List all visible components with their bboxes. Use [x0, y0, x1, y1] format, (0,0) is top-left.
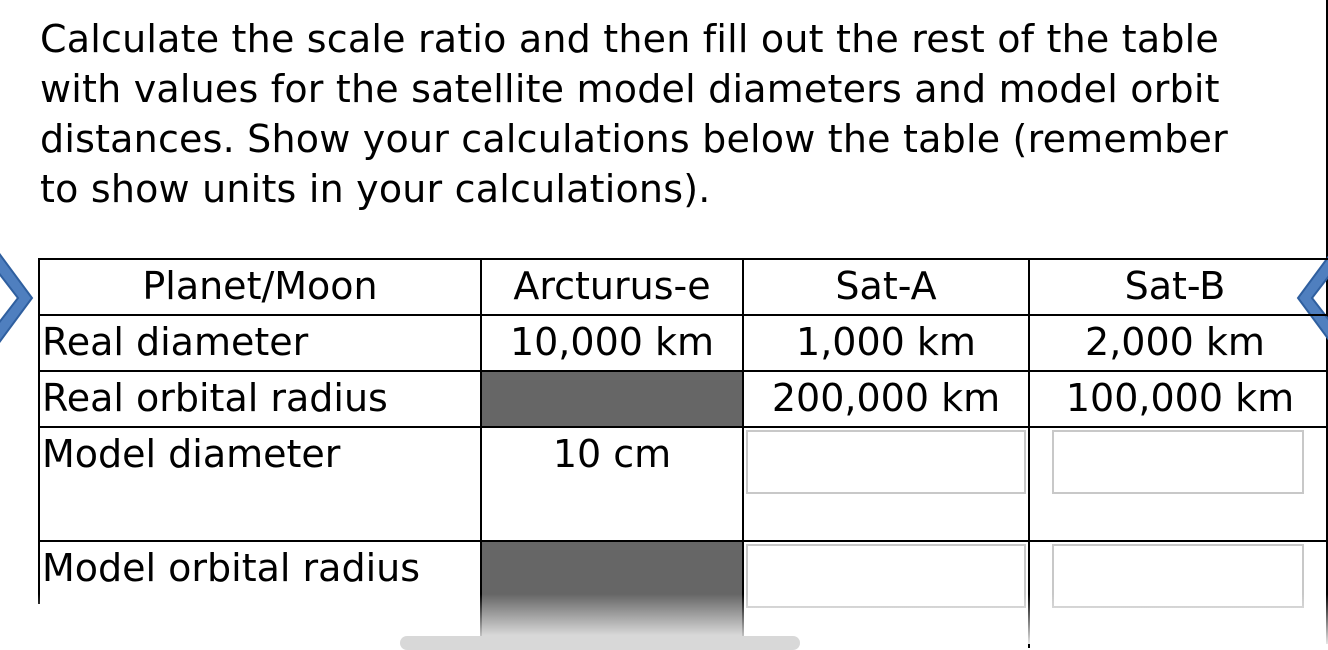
- previous-page-arrow-icon[interactable]: [0, 248, 36, 348]
- header-arcturus-e: Arcturus-e: [513, 264, 711, 308]
- row-label-real-diameter: Real diameter: [42, 320, 309, 364]
- sat-b-model-diameter-input[interactable]: [1052, 430, 1304, 494]
- arcturus-model-diameter: 10 cm: [552, 432, 672, 476]
- instructions-text: Calculate the scale ratio and then fill out the rest of the table with values for the satellite model diameters and model orbit distances. Show your calculations below the table (remember to show units in your calculations).: [40, 17, 1228, 211]
- data-table: [38, 258, 1328, 648]
- row-label-real-orbital-radius: Real orbital radius: [42, 376, 388, 420]
- header-sat-a: Sat-A: [835, 264, 937, 308]
- sat-a-real-diameter: 1,000 km: [796, 320, 976, 364]
- header-planet-moon: Planet/Moon: [142, 264, 378, 308]
- header-sat-b: Sat-B: [1124, 264, 1226, 308]
- sat-b-real-orbital-radius: 100,000 km: [1065, 376, 1295, 420]
- arcturus-real-diameter: 10,000 km: [509, 320, 715, 364]
- sat-b-model-orbital-radius-input[interactable]: [1052, 544, 1304, 608]
- arcturus-model-orbital-radius-shaded-cell: [482, 542, 742, 648]
- sat-b-real-diameter: 2,000 km: [1085, 320, 1265, 364]
- scroll-indicator[interactable]: [400, 636, 800, 650]
- row-label-model-orbital-radius: Model orbital radius: [42, 546, 421, 590]
- arcturus-real-orbital-radius-shaded-cell: [482, 372, 742, 426]
- row-label-model-diameter: Model diameter: [42, 432, 341, 476]
- sat-a-model-orbital-radius-input[interactable]: [746, 544, 1026, 608]
- sat-a-real-orbital-radius: 200,000 km: [771, 376, 1001, 420]
- sat-a-model-diameter-input[interactable]: [746, 430, 1026, 494]
